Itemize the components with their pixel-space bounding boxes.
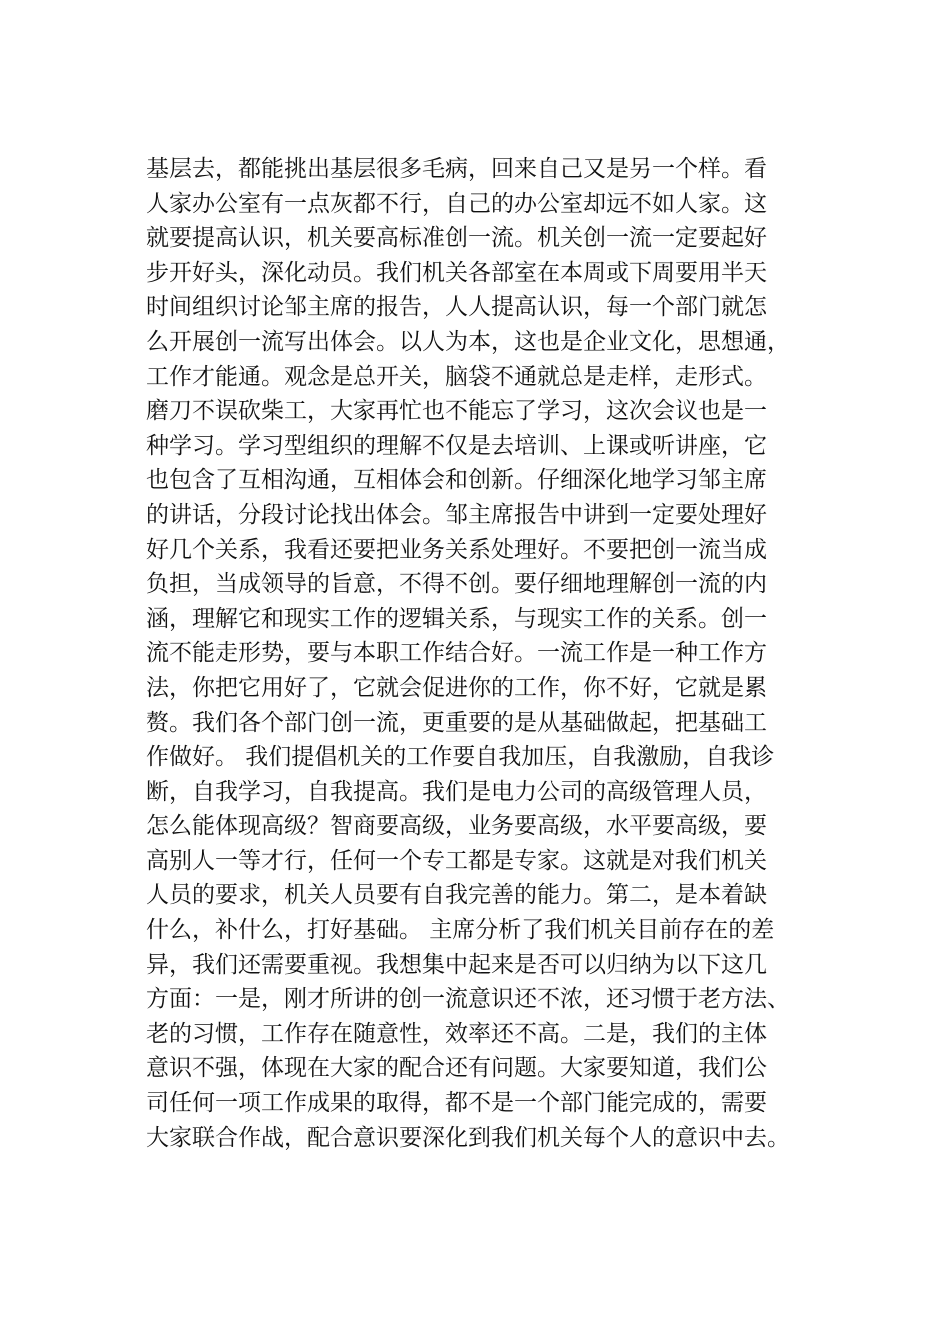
text-line: 什么，补什么，打好基础。 主席分析了我们机关目前存在的差 <box>146 917 775 944</box>
text-line: 么开展创一流写出体会。以人为本，这也是企业文化，思想通， <box>146 328 790 355</box>
text-line: 人员的要求，机关人员要有自我完善的能力。第二，是本着缺 <box>146 882 767 909</box>
text-line: 高别人一等才行，任何一个专工都是专家。这就是对我们机关 <box>146 847 767 874</box>
text-line: 作做好。 我们提倡机关的工作要自我加压，自我激励，自我诊 <box>146 744 775 771</box>
text-line: 法，你把它用好了，它就会促进你的工作，你不好，它就是累 <box>146 674 767 701</box>
text-line: 方面：一是，刚才所讲的创一流意识还不浓，还习惯于老方法、 <box>146 986 790 1013</box>
text-line: 老的习惯，工作存在随意性，效率还不高。二是，我们的主体 <box>146 1020 767 1047</box>
text-line: 好几个关系，我看还要把业务关系处理好。不要把创一流当成 <box>146 536 767 563</box>
body-text <box>146 152 806 1155</box>
text-line: 大家联合作战，配合意识要深化到我们机关每个人的意识中去。 <box>146 1124 790 1151</box>
text-line: 异，我们还需要重视。我想集中起来是否可以归纳为以下这几 <box>146 951 767 978</box>
text-line: 的讲话，分段讨论找出体会。邹主席报告中讲到一定要处理好 <box>146 501 767 528</box>
text-line: 基层去，都能挑出基层很多毛病，回来自己又是另一个样。看 <box>146 156 767 182</box>
text-line: 磨刀不误砍柴工，大家再忙也不能忘了学习，这次会议也是一 <box>146 398 767 425</box>
text-line: 负担，当成领导的旨意，不得不创。要仔细地理解创一流的内 <box>146 571 767 598</box>
text-line: 种学习。学习型组织的理解不仅是去培训、上课或听讲座，它 <box>146 432 767 459</box>
text-line: 就要提高认识，机关要高标准创一流。机关创一流一定要起好 <box>146 225 767 252</box>
text-line: 流不能走形势，要与本职工作结合好。一流工作是一种工作方 <box>146 640 767 667</box>
text-line: 意识不强，体现在大家的配合还有问题。大家要知道，我们公 <box>146 1055 767 1082</box>
text-line: 人家办公室有一点灰都不行，自己的办公室却远不如人家。这 <box>146 190 767 217</box>
text-line: 赘。我们各个部门创一流，更重要的是从基础做起，把基础工 <box>146 709 767 736</box>
text-line: 时间组织讨论邹主席的报告，人人提高认识，每一个部门就怎 <box>146 294 767 321</box>
text-line: 涵，理解它和现实工作的逻辑关系，与现实工作的关系。创一 <box>146 605 767 632</box>
text-line: 工作才能通。观念是总开关，脑袋不通就总是走样，走形式。 <box>146 363 767 390</box>
text-line: 怎么能体现高级？智商要高级，业务要高级，水平要高级，要 <box>146 813 767 840</box>
text-line: 断，自我学习，自我提高。我们是电力公司的高级管理人员， <box>146 778 767 805</box>
text-line: 也包含了互相沟通，互相体会和创新。仔细深化地学习邹主席 <box>146 467 767 494</box>
text-line: 步开好头，深化动员。我们机关各部室在本周或下周要用半天 <box>146 259 767 286</box>
text-line: 司任何一项工作成果的取得，都不是一个部门能完成的，需要 <box>146 1090 767 1117</box>
